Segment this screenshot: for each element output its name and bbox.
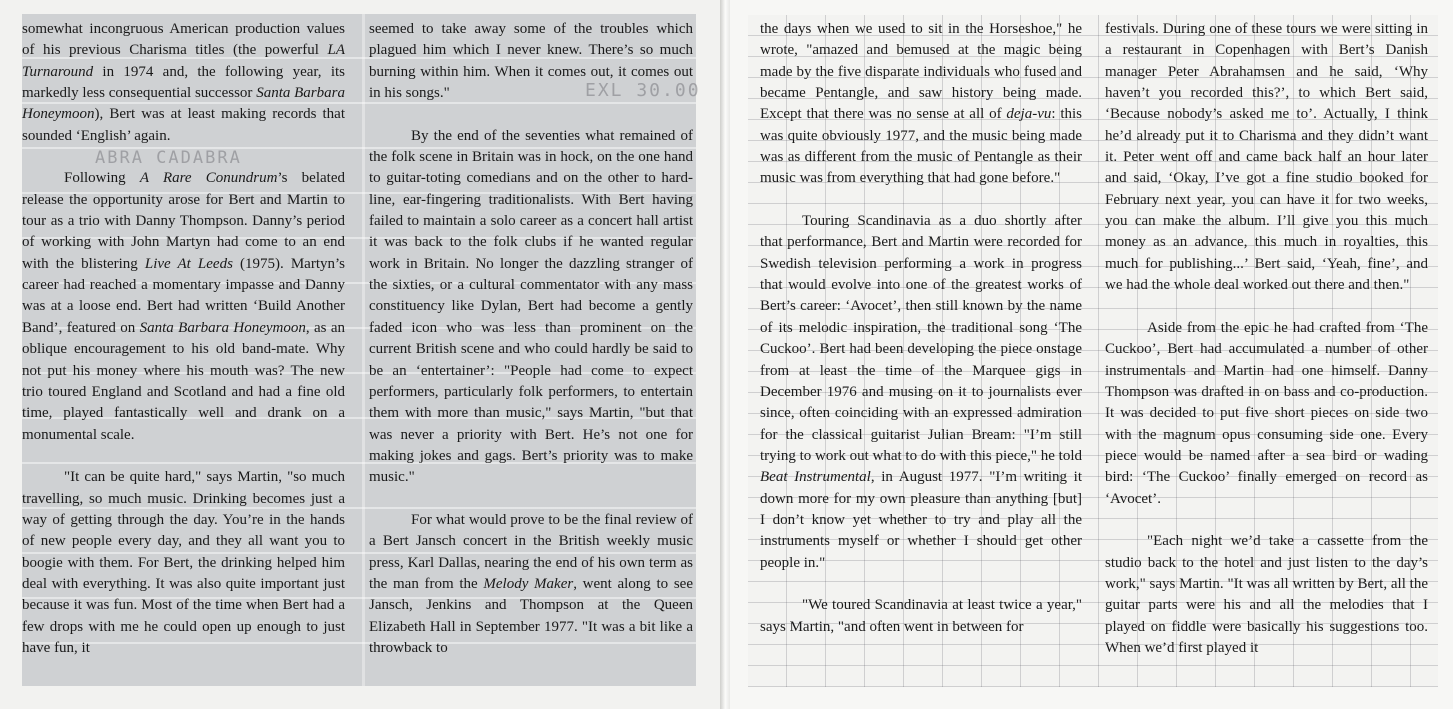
- text-run: ), Bert was at least making records that sounded ‘English’ again.: [22, 106, 345, 144]
- italic-title-text: Melody Maker: [483, 575, 574, 592]
- text-run: Touring Scandinavia as a duo shortly after that performance, Bert and Martin were recorded for Swedish television performing a work in progress that would evolve into one of the greatest works of Bert’s career: ‘Avocet’, then still known by the name of its melodic inspiration, the traditional song ‘The Cuckoo’. Bert had been developing the piece onstage from at least the time of the Marquee gigs in December 1976 and musing on it to journalists ever since, often coinciding with an expressed admiration for the classical guitarist Julian Bream: "I’m still trying to work out what to do with this piece," he told: [760, 213, 1082, 464]
- text-run: , in August 1977. "I’m writing it down more for my own pleasure than anything [but] I don’t know yet whether to try and play all the instruments myself or whether I should get other people in.": [760, 469, 1082, 571]
- italic-title-text: Santa Barbara Honeymoon: [139, 319, 306, 336]
- text-run: "We toured Scandinavia at least twice a year," says Martin, "and often went in between for: [760, 597, 1082, 635]
- paragraph: [760, 595, 1082, 638]
- text-run: festivals. During one of these tours we were sitting in a restaurant in Copenhagen with Bert’s Danish manager Peter Abrahamsen and he said, ‘Why haven’t you recorded this?’, to which Bert said, ‘Because nobody’s asked me to’. Actually, I think he’d already put it to Charisma and they didn’t want it. Peter went off and came back half an hour later and said, ‘Okay, I’ve got a fine studio booked for February next year, you can have it for two weeks, you can make the album. I’ll give you this much money as an advance, this much in royalties, this much for publishing...’ Bert said, ‘Yeah, fine’, and we had the whole deal worked out there and then.": [1105, 21, 1428, 294]
- text-column-4: [1105, 19, 1428, 659]
- text-run: "It can be quite hard," says Martin, "so much travelling, so much music. Drinking becomes just a way of getting through the day. You’re in the hands of new people every day, and they all want you to boogie with them. For Bert, the drinking helped him deal with everything. It was also quite important just because it was fun. Most of the time when Bert had a few drops with me he could open up enough to just have fun, it: [22, 469, 345, 656]
- text-run: "Each night we’d take a cassette from the studio back to the hotel and just listen to the day’s work," says Martin. "It was all written by Bert, all the guitar parts were his and all the melodies that I played on fiddle were basically his suggestions too. When we’d first played it: [1105, 533, 1428, 656]
- text-column-3: [760, 19, 1082, 638]
- handwritten-client-name: ABRA CADABRA: [95, 148, 242, 168]
- paragraph: [22, 19, 345, 147]
- text-run: ’s belated release the opportunity arose for Bert and Martin to tour as a trio with Danny Thompson. Danny’s period of working with John Martyn had come to an end with the blistering: [22, 170, 345, 272]
- right-page: [730, 0, 1453, 709]
- text-run: Aside from the epic he had crafted from ‘The Cuckoo’, Bert had accumulated a number of other instrumentals and Martin had one himself. Danny Thompson was drafted in on bass and co-production. It was decided to put five short pieces on side two with the magnum opus consuming side one. Every piece would be named after a sea bird or wading bird: ‘The Cuckoo’ finally emerged on record as ‘Avocet’.: [1105, 319, 1428, 507]
- paragraph: [760, 19, 1082, 190]
- paragraph: [369, 19, 693, 104]
- paragraph: [1105, 531, 1428, 659]
- italic-title-text: Santa Barbara Honeymoon: [22, 85, 345, 123]
- text-run: By the end of the seventies what remained of the folk scene in Britain was in hock, on the one hand to guitar-toting comedians and on the other to hard-line, ear-fingering traditionalists. With Bert having failed to maintain a solo career as a concert hall artist it was back to the folk clubs if he wanted regular work in Britain. No longer the dazzling stranger of the sixties, or a cultural commentator with any mass constituency like Dylan, Bert had become a gently faded icon who was less than prominent on the current British scene and who could hardly be said to be an ‘entertainer’: "People had come to expect performers, particularly folk performers, to entertain them with more than music," says Martin, "but that was never a priority with Bert. He’s not one for making jokes and gags. Bert’s priority was to make music.": [369, 127, 693, 486]
- text-column-1: [22, 19, 345, 659]
- paragraph: [22, 467, 345, 659]
- text-run: the days when we used to sit in the Horseshoe," he wrote, "amazed and bemused at the magic being made by the five disparate individuals who fused and became Pentangle, and saw history being made. Except that there was no sense at all of: [760, 21, 1082, 123]
- text-run: : this was quite obviously 1977, and the music being made was as different from the music of Pentangle as their music was from everything that had gone before.": [760, 106, 1083, 187]
- text-run: , went along to see Jansch, Jenkins and Thompson at the Queen Elizabeth Hall in September 1977. "It was a bit like a throwback to: [369, 575, 693, 656]
- italic-title-text: Live At Leeds: [144, 255, 233, 272]
- text-column-2: [369, 19, 693, 659]
- paragraph: [22, 168, 345, 445]
- italic-title-text: A Rare Conundrum: [139, 170, 278, 187]
- text-run: in 1974 and, the following year, its markedly less consequential successor: [22, 63, 345, 102]
- italic-title-text: deja-vu: [1006, 106, 1052, 123]
- text-run: For what would prove to be the final review of a Bert Jansch concert in the British weekly music press, Karl Dallas, nearing the end of his own term as the man from the: [369, 511, 693, 592]
- paragraph: [369, 126, 693, 489]
- text-run: Following: [64, 170, 140, 187]
- paragraph: [369, 510, 693, 659]
- italic-title-text: Beat Instrumental: [760, 469, 871, 486]
- text-run: somewhat incongruous American production values of his previous Charisma titles (the powerful: [22, 21, 345, 59]
- italic-title-text: LA Turnaround: [22, 42, 345, 80]
- text-run: , as an oblique encouragement to his old band-mate. Why not put his money where his mouth was? The new trio toured England and Scotland and had a fine old time, played fantastically well and drank on a monumental scale.: [22, 319, 345, 443]
- text-run: (1975). Martyn’s career had reached a momentary impasse and Danny was at a loose end. Bert had written ‘Build Another Band’, featured on: [22, 255, 345, 336]
- paragraph: [760, 211, 1082, 574]
- text-run: seemed to take away some of the troubles which plagued him which I never knew. There’s so much burning within him. When it comes out, it comes out in his songs.": [369, 21, 693, 102]
- paragraph: [1105, 19, 1428, 296]
- paragraph: [1105, 318, 1428, 510]
- handwritten-price: EXL 30.00: [585, 80, 701, 101]
- left-page: [0, 0, 722, 709]
